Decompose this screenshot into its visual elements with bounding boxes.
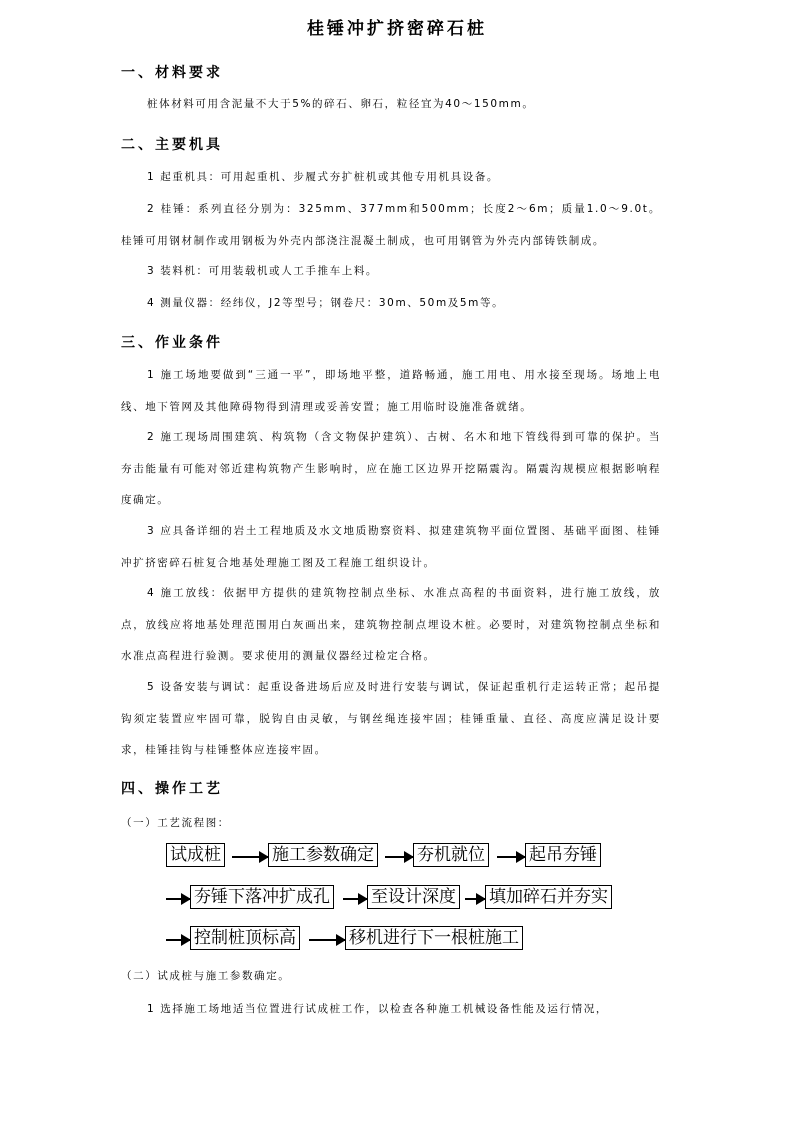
paragraph-equipment-2: 2 桂锤：系列直径分别为：325mm、377mm和500mm；长度2～6m；质量1.0～9.0t。桂锤可用钢材制作或用钢板为外壳内部浇注混凝土制成，也可用钢管为外壳内部铸铁制成。 <box>121 203 661 247</box>
paragraph-equipment-3: 3 装料机：可用装载机或人工手推车上料。 <box>147 265 379 277</box>
flow-step-fill-gravel: 填加碎石并夯实 <box>485 885 612 909</box>
document-title: 桂锤冲扩挤密碎石桩 <box>307 19 487 39</box>
section-heading-conditions: 三、作业条件 <box>121 335 223 351</box>
flow-arrow <box>385 856 413 858</box>
section-heading-operation: 四、操作工艺 <box>121 781 223 797</box>
flow-arrow <box>166 898 190 900</box>
flow-step-move-machine: 移机进行下一根桩施工 <box>345 926 523 950</box>
flow-arrow <box>309 939 345 941</box>
flow-step-pile-top-elevation: 控制桩顶标高 <box>190 926 300 950</box>
flow-step-design-depth: 至设计深度 <box>367 885 460 909</box>
paragraph-equipment-1: 1 起重机具：可用起重机、步履式夯扩桩机或其他专用机具设备。 <box>147 171 500 183</box>
flow-arrow <box>497 856 525 858</box>
flow-step-trial-pile: 试成桩 <box>166 843 225 867</box>
subheading-trial-pile: （二）试成桩与施工参数确定。 <box>121 970 291 982</box>
section-heading-materials: 一、材料要求 <box>121 65 223 81</box>
paragraph-conditions-4: 4 施工放线：依据甲方提供的建筑物控制点坐标、水准点高程的书面资料，进行施工放线，放点，放线应将地基处理范围用白灰画出来，建筑物控制点埋设木桩。必要时，对建筑物控制点坐标和水准点高程进行验测。要求使用的测量仪器经过检定合格。 <box>121 587 661 662</box>
flow-arrow <box>343 898 367 900</box>
paragraph-materials: 桩体材料可用含泥量不大于5%的碎石、卵石，粒径宜为40～150mm。 <box>147 98 535 110</box>
section-heading-equipment: 二、主要机具 <box>121 137 223 153</box>
flow-step-drop-hammer: 夯锤下落冲扩成孔 <box>190 885 334 909</box>
paragraph-equipment-4: 4 测量仪器：经纬仪，J2等型号；钢卷尺：30m、50m及5m等。 <box>147 297 505 309</box>
paragraph-conditions-5: 5 设备安装与调试：起重设备进场后应及时进行安装与调试，保证起重机行走运转正常；起吊提钩须定装置应牢固可靠，脱钩自由灵敏，与钢丝绳连接牢固；桂锤重量、直径、高度应满足设计要求，桂锤挂钩与桂锤整体应连接牢固。 <box>121 681 661 756</box>
flow-arrow <box>232 856 268 858</box>
flow-arrow <box>166 939 190 941</box>
flow-step-lift-hammer: 起吊夯锤 <box>525 843 601 867</box>
flow-step-rammer-position: 夯机就位 <box>413 843 489 867</box>
paragraph-conditions-2: 2 施工现场周围建筑、构筑物（含文物保护建筑）、古树、名木和地下管线得到可靠的保护。当夯击能量有可能对邻近建构筑物产生影响时，应在施工区边界开挖隔震沟。隔震沟规模应根据影响程度确定。 <box>121 431 661 506</box>
flow-step-parameters: 施工参数确定 <box>268 843 378 867</box>
flow-arrow <box>465 898 485 900</box>
subheading-flowchart: （一）工艺流程图： <box>121 817 230 829</box>
paragraph-conditions-1: 1 施工场地要做到“三通一平”，即场地平整，道路畅通，施工用电、用水接至现场。场地上电线、地下管网及其他障碍物得到清理或妥善安置；施工用临时设施准备就绪。 <box>121 369 661 413</box>
paragraph-conditions-3: 3 应具备详细的岩土工程地质及水文地质勘察资料、拟建建筑物平面位置图、基础平面图、桂锤冲扩挤密碎石桩复合地基处理施工图及工程施工组织设计。 <box>121 525 661 569</box>
paragraph-trial-pile-1: 1 选择施工场地适当位置进行试成桩工作，以检查各种施工机械设备性能及运行情况， <box>147 1003 608 1015</box>
